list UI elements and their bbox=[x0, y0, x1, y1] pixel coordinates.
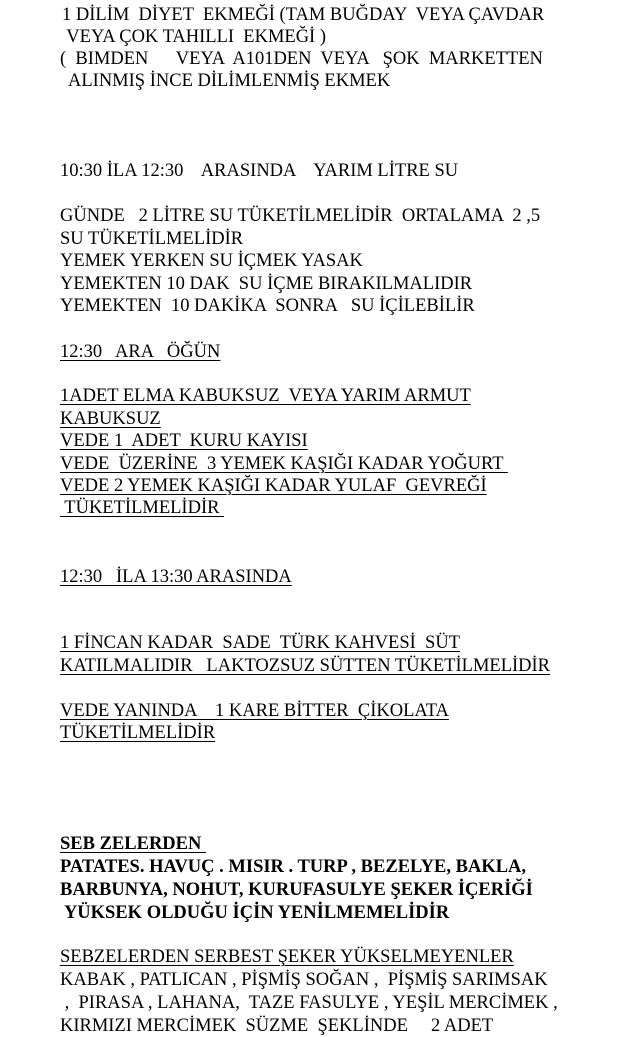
text-line: SU TÜKETİLMELİDİR bbox=[60, 229, 244, 249]
text-line: TÜKETİLMELİDİR bbox=[60, 498, 225, 518]
text-line: ( BIMDEN VEYA A101DEN VEYA ŞOK MARKETTEN bbox=[60, 49, 543, 69]
text-line: BARBUNYA, NOHUT, KURUFASULYE ŞEKER İÇERİĞİ bbox=[60, 880, 533, 900]
text-line: VEDE 2 YEMEK KAŞIĞI KADAR YULAF GEVREĞİ bbox=[60, 476, 487, 496]
section-heading: SEB ZELERDEN bbox=[60, 834, 206, 854]
section-heading: 12:30 ARA ÖĞÜN bbox=[60, 342, 221, 362]
text-line: VEYA ÇOK TAHILLI EKMEĞİ ) bbox=[62, 27, 327, 47]
text-line: 1ADET ELMA KABUKSUZ VEYA YARIM ARMUT bbox=[60, 386, 471, 406]
text-line: ALINMIŞ İNCE DİLİMLENMİŞ EKMEK bbox=[68, 71, 391, 91]
section-heading: SEBZELERDEN SERBEST ŞEKER YÜKSELMEYENLER bbox=[60, 947, 514, 967]
text-line: VEDE ÜZERİNE 3 YEMEK KAŞIĞI KADAR YOĞURT bbox=[60, 454, 508, 474]
text-line: VEDE YANINDA 1 KARE BİTTER ÇİKOLATA bbox=[60, 701, 449, 721]
text-line: GÜNDE 2 LİTRE SU TÜKETİLMELİDİR ORTALAMA 2 ,5 bbox=[60, 206, 541, 226]
text-line: YÜKSEK OLDUĞU İÇİN YENİLMEMELİDİR bbox=[60, 903, 450, 923]
text-line: YEMEK YERKEN SU İÇMEK YASAK bbox=[60, 251, 363, 271]
text-line: VEDE 1 ADET KURU KAYISI bbox=[60, 431, 308, 451]
text-line: KIRMIZI MERCİMEK SÜZME ŞEKLİNDE 2 ADET bbox=[60, 1016, 494, 1036]
text-line: YEMEKTEN 10 DAKİKA SONRA SU İÇİLEBİLİR bbox=[60, 296, 475, 316]
section-heading: 12:30 İLA 13:30 ARASINDA bbox=[60, 567, 292, 587]
text-line: KABAK , PATLICAN , PİŞMİŞ SOĞAN , PİŞMİŞ SARIMSAK bbox=[60, 970, 548, 990]
text-line: 1 DİLİM DİYET EKMEĞİ (TAM BUĞDAY VEYA ÇAVDAR bbox=[62, 5, 545, 25]
text-line: PATATES. HAVUÇ . MISIR . TURP , BEZELYE, BAKLA, bbox=[60, 857, 527, 877]
text-line: 10:30 İLA 12:30 ARASINDA YARIM LİTRE SU bbox=[60, 161, 459, 181]
text-line: , PIRASA , LAHANA, TAZE FASULYE , YEŞİL MERCİMEK , bbox=[60, 993, 558, 1013]
text-line: KABUKSUZ bbox=[60, 409, 161, 429]
text-line: 1 FİNCAN KADAR SADE TÜRK KAHVESİ SÜT bbox=[60, 633, 460, 653]
text-line: YEMEKTEN 10 DAK SU İÇME BIRAKILMALIDIR bbox=[60, 274, 473, 294]
text-line: TÜKETİLMELİDİR bbox=[60, 723, 216, 743]
text-line: KATILMALIDIR LAKTOZSUZ SÜTTEN TÜKETİLMELİDİR bbox=[60, 656, 551, 676]
